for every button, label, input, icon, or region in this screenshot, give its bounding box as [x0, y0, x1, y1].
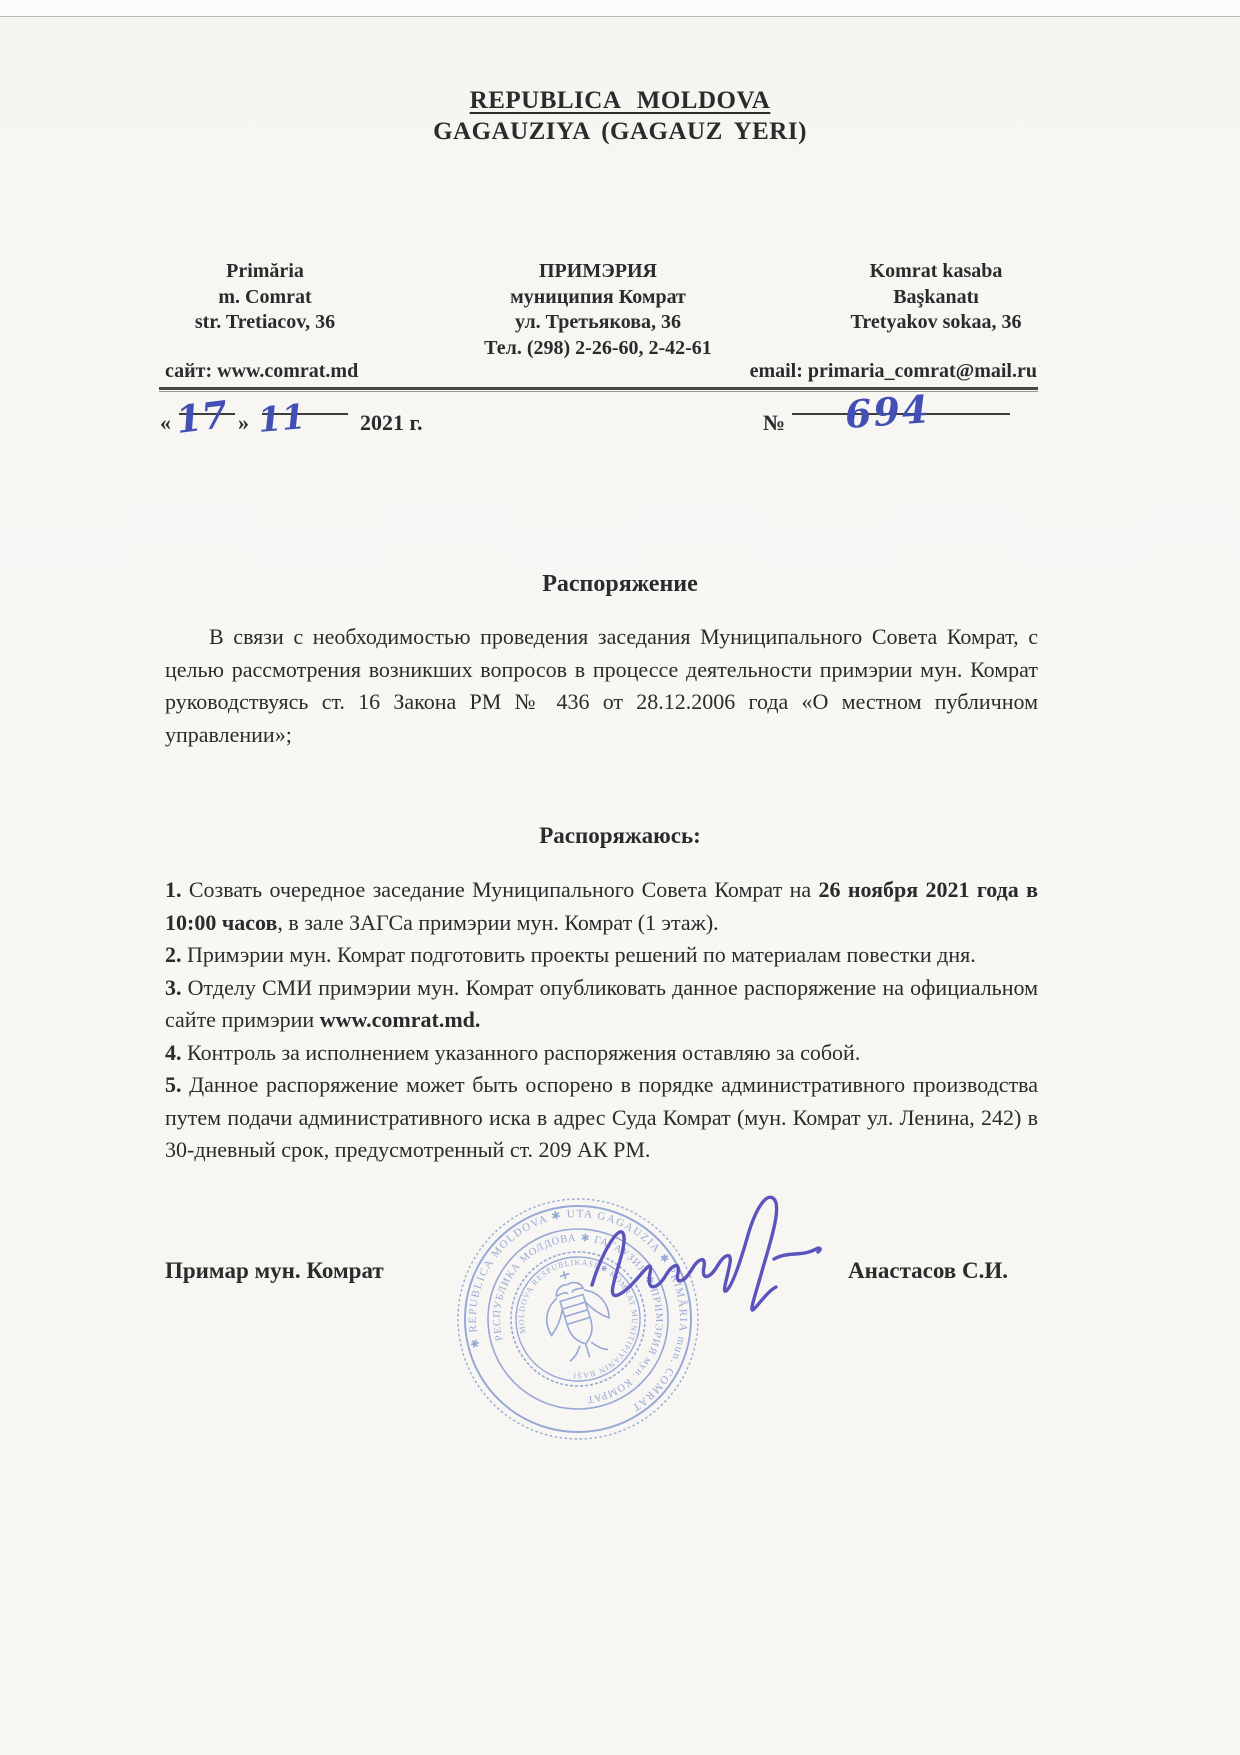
org-name-gag: Komrat kasaba: [869, 260, 1003, 282]
date-year: 2021 г.: [360, 410, 423, 435]
handwritten-signature: [578, 1189, 828, 1369]
item-1-text-tail: , в зале ЗАГСа примэрии мун. Комрат (1 этаж).: [277, 909, 719, 935]
stamp-inner-ring-text: MOLDOVA RESPUBLIKASI ✱ KOMRAT MUNITIPIYANIN BAŞI: [516, 1257, 640, 1381]
item-1-bold-text: 26 ноября 2021 года в 10:00 часов: [165, 877, 1038, 935]
document-number-label: №: [763, 410, 786, 435]
letterhead-region: GAGAUZIYA (GAGAUZ YERI): [433, 118, 807, 145]
item-1-text: Созвать очередное заседание Муниципального Совета Комрат на: [181, 877, 819, 902]
order-item-1: [165, 874, 1038, 939]
item-2-text: Примэрии мун. Комрат подготовить проекты решений по материалам повестки дня.: [181, 942, 976, 967]
letterhead-title: [0, 87, 1240, 146]
contact-row: [165, 360, 1037, 383]
date-open-quote: «: [160, 410, 171, 435]
item-4-number: 4.: [165, 1039, 182, 1065]
order-item-2: [165, 939, 1038, 972]
order-intro-paragraph: В связи с необходимостью проведения заседания Муниципального Совета Комрат, с целью рассмотрения возникших вопросов в процессе деятельности примэрии мун. Комрат руководствуясь ст. 16 Закона РМ № 436 от 28.12.2006 года «О местном публичном управлении»;: [165, 624, 1038, 747]
org-street-gag: Tretyakov sokaa, 36: [850, 311, 1022, 333]
org-street-ro: str. Tretiacov, 36: [194, 311, 336, 333]
resolve-heading: Распоряжаюсь:: [539, 823, 701, 848]
org-phone: Тел. (298) 2-26-60, 2-42-61: [484, 336, 712, 359]
item-1-number: 1.: [165, 877, 182, 902]
letterhead-column-gagauz: [786, 259, 1086, 336]
letterhead-column-romanian: [158, 259, 372, 336]
org-city-ru: муниципия Комрат: [510, 285, 686, 308]
order-items-list: [165, 874, 1038, 1167]
org-name-ru: ПРИМЭРИЯ: [539, 260, 657, 282]
stamp-middle-ring-text: РЕСПУБЛИКА МОЛДОВА ✱ ГАГАУЗИЯ ✱ ПРИМЭРИЯ мун. КОМРАТ: [491, 1232, 665, 1405]
item-2-number: 2.: [165, 942, 182, 967]
handwritten-month: 11: [256, 397, 307, 441]
org-dept-gag: Başkanatı: [893, 285, 979, 308]
signature-icon: [578, 1189, 828, 1369]
item-3-text: Отделу СМИ примэрии мун. Комрат опубликовать данное распоряжение на официальном сайте примэрии: [165, 974, 1038, 1032]
item-3-bold-website: www.comrat.md.: [319, 1007, 481, 1032]
item-5-text: Данное распоряжение может быть оспорено в порядке административного производства путем подачи административного иска в адрес Суда Комрат (мун. Комрат ул. Ленина, 242) в 30-дневный срок, предусмотренный ст. 209 АК РМ.: [165, 1072, 1038, 1162]
letterhead-column-russian: [428, 259, 768, 361]
order-item-4: [165, 1037, 1038, 1070]
document-page: [0, 17, 1240, 1755]
website-text: сайт: www.comrat.md: [165, 360, 359, 382]
signer-position-label: Примар мун. Комрат: [165, 1258, 384, 1283]
org-city-ro: m. Comrat: [218, 285, 312, 308]
order-title: Распоряжение: [542, 571, 698, 597]
signer-name: Анастасов С.И.: [848, 1258, 1008, 1283]
email-text: email: primaria_comrat@mail.ru: [749, 360, 1037, 382]
org-name-ro: Primăria: [226, 260, 304, 282]
handwritten-document-number: 694: [843, 386, 932, 437]
date-close-quote: »: [238, 410, 249, 435]
item-3-number: 3.: [165, 974, 182, 1000]
order-item-3: [165, 972, 1038, 1037]
stamp-outer-ring-text: ✱ REPUBLICA MOLDOVA ✱ UTA GAGAUZIA ✱ PRIMĂRIA mun. COMRAT: [466, 1207, 690, 1414]
letterhead-country: REPUBLICA MOLDOVA: [469, 87, 771, 114]
org-street-ru: ул. Третьякова, 36: [514, 311, 682, 333]
order-item-5: [165, 1069, 1038, 1167]
scan-edge-strip: [0, 0, 1240, 17]
item-4-text: Контроль за исполнением указанного распоряжения оставляю за собой.: [181, 1039, 861, 1065]
item-5-number: 5.: [165, 1072, 182, 1097]
handwritten-day: 17: [173, 392, 230, 442]
